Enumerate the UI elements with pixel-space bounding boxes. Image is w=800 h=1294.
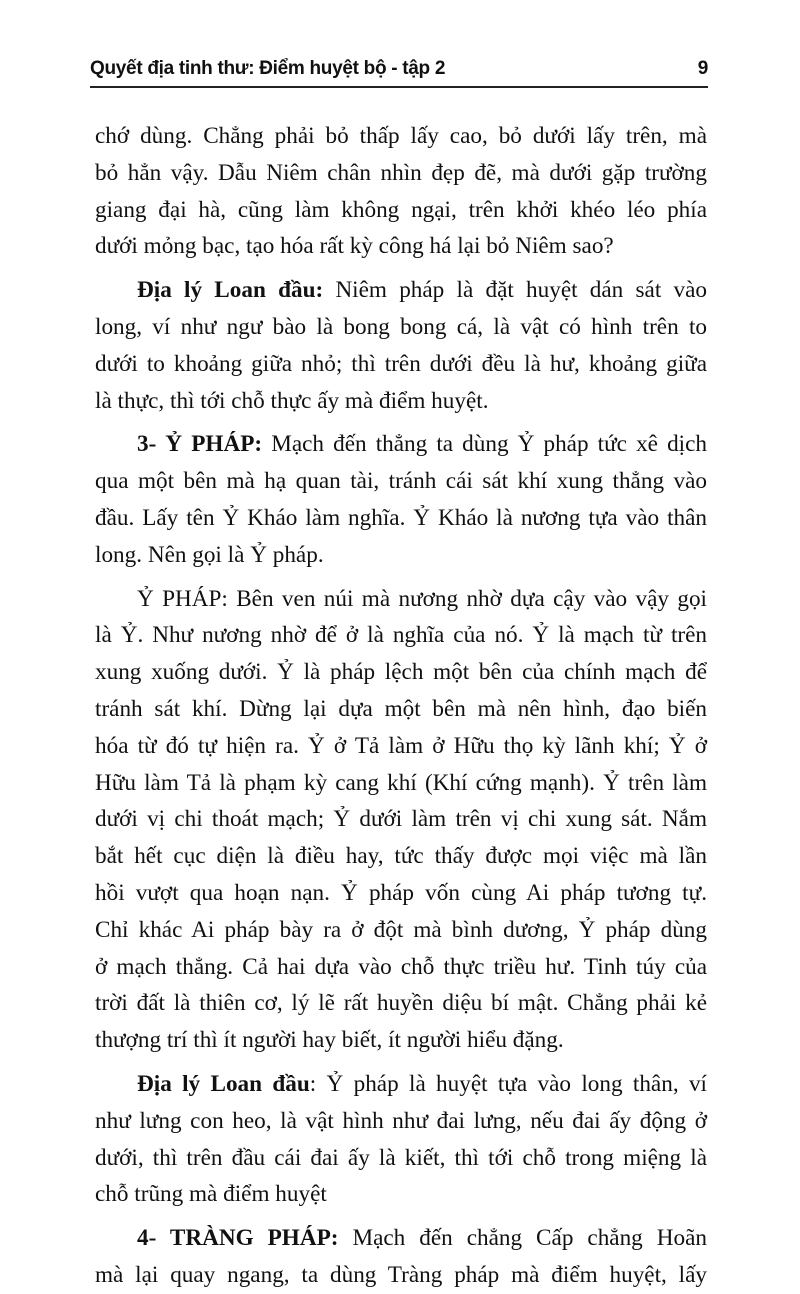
text-line: hồi vượt qua hoạn nạn. Ỷ pháp vốn cùng Ai pháp tương tự. — [95, 879, 707, 906]
text-line: thượng trí thì ít người hay biết, ít người hiểu đặng. — [95, 1027, 564, 1054]
bold-lead: 3- Ỷ PHÁP: — [137, 431, 263, 458]
text-line — [95, 426, 707, 463]
text-line: ở mạch thẳng. Cả hai dựa vào chỗ thực triều hư. Tinh túy của — [95, 953, 707, 980]
text-line: Chỉ khác Ai pháp bày ra ở đột mà bình dương, Ỷ pháp dùng — [95, 916, 707, 943]
text-line: chớ dùng. Chẳng phải bỏ thấp lấy cao, bỏ dưới lấy trên, mà — [95, 123, 707, 149]
header-title: Quyết địa tinh thư: Điểm huyệt bộ - tập 2 — [90, 58, 446, 79]
text-line: bắt hết cục diện là điều hay, tức thấy được mọi việc mà lần — [95, 843, 707, 870]
text-line: là Ỷ. Như nương nhờ để ở là nghĩa của nó. Ỷ là mạch từ trên — [95, 622, 707, 649]
text-line: dưới vị chi thoát mạch; Ỷ dưới làm trên vị chi xung sát. Nắm — [95, 806, 707, 833]
text-line: bỏ hẳn vậy. Dẫu Niêm chân nhìn đẹp đẽ, mà dưới gặp trường — [95, 159, 707, 186]
text-line — [95, 1066, 707, 1103]
text-line: hóa từ đó tự hiện ra. Ỷ ở Tả làm ở Hữu thọ kỳ lãnh khí; Ỷ ở — [95, 732, 707, 759]
text-line: chỗ trũng mà điểm huyệt — [95, 1181, 327, 1208]
text-line: dưới mỏng bạc, tạo hóa rất kỳ công há lại bỏ Niêm sao? — [95, 233, 614, 260]
text-line: giang đại hà, cũng làm không ngại, trên khởi khéo léo phía — [95, 196, 707, 223]
line-rest: : Ỷ pháp là huyệt tựa vào long thân, ví — [309, 1070, 707, 1097]
bold-lead: Địa lý Loan đầu — [137, 1070, 310, 1097]
text-line: trời đất là thiên cơ, lý lẽ rất huyền diệu bí mật. Chẳng phải kẻ — [95, 990, 707, 1017]
text-line: long, ví như ngư bào là bong bong cá, là vật có hình trên to — [95, 313, 707, 340]
line-rest: Mạch đến thẳng ta dùng Ỷ pháp tức xê dịch — [262, 431, 707, 458]
bold-lead: Địa lý Loan đầu: — [137, 277, 324, 304]
text-line: qua một bên mà hạ quan tài, tránh cái sát khí xung thẳng vào — [95, 468, 707, 495]
text-line: tránh sát khí. Dừng lại dựa một bên mà nên hình, đạo biến — [95, 695, 707, 722]
text-line: Ỷ PHÁP: Bên ven núi mà nương nhờ dựa cậy vào vậy gọi — [137, 585, 707, 612]
page-number: 9 — [697, 58, 708, 79]
text-line: như lưng con heo, là vật hình như đai lưng, nếu đai ấy động ở — [95, 1107, 707, 1134]
text-line — [95, 272, 707, 309]
text-line: đầu. Lấy tên Ỷ Kháo làm nghĩa. Ỷ Kháo là nương tựa vào thân — [95, 504, 707, 531]
text-line — [95, 1220, 707, 1257]
text-line: dưới, thì trên đầu cái đai ấy là kiết, thì tới chỗ trong miệng là — [95, 1144, 707, 1171]
text-line: xung xuống dưới. Ỷ là pháp lệch một bên của chính mạch để — [95, 659, 707, 686]
body-text — [95, 118, 707, 1294]
text-line: mà lại quay ngang, ta dùng Tràng pháp mà điểm huyệt, lấy — [95, 1261, 707, 1288]
line-rest: Niêm pháp là đặt huyệt dán sát vào — [323, 277, 707, 304]
line-rest: Mạch đến chẳng Cấp chẳng Hoãn — [338, 1225, 707, 1252]
bold-lead: 4- TRÀNG PHÁP: — [137, 1225, 339, 1252]
text-line: long. Nên gọi là Ỷ pháp. — [95, 541, 324, 568]
running-header — [90, 56, 708, 88]
text-line: Hữu làm Tả là phạm kỳ cang khí (Khí cứng mạnh). Ỷ trên làm — [95, 769, 707, 796]
text-line: dưới to khoảng giữa nhỏ; thì trên dưới đều là hư, khoảng giữa — [95, 350, 707, 377]
text-line: là thực, thì tới chỗ thực ấy mà điểm huyệt. — [95, 387, 489, 414]
